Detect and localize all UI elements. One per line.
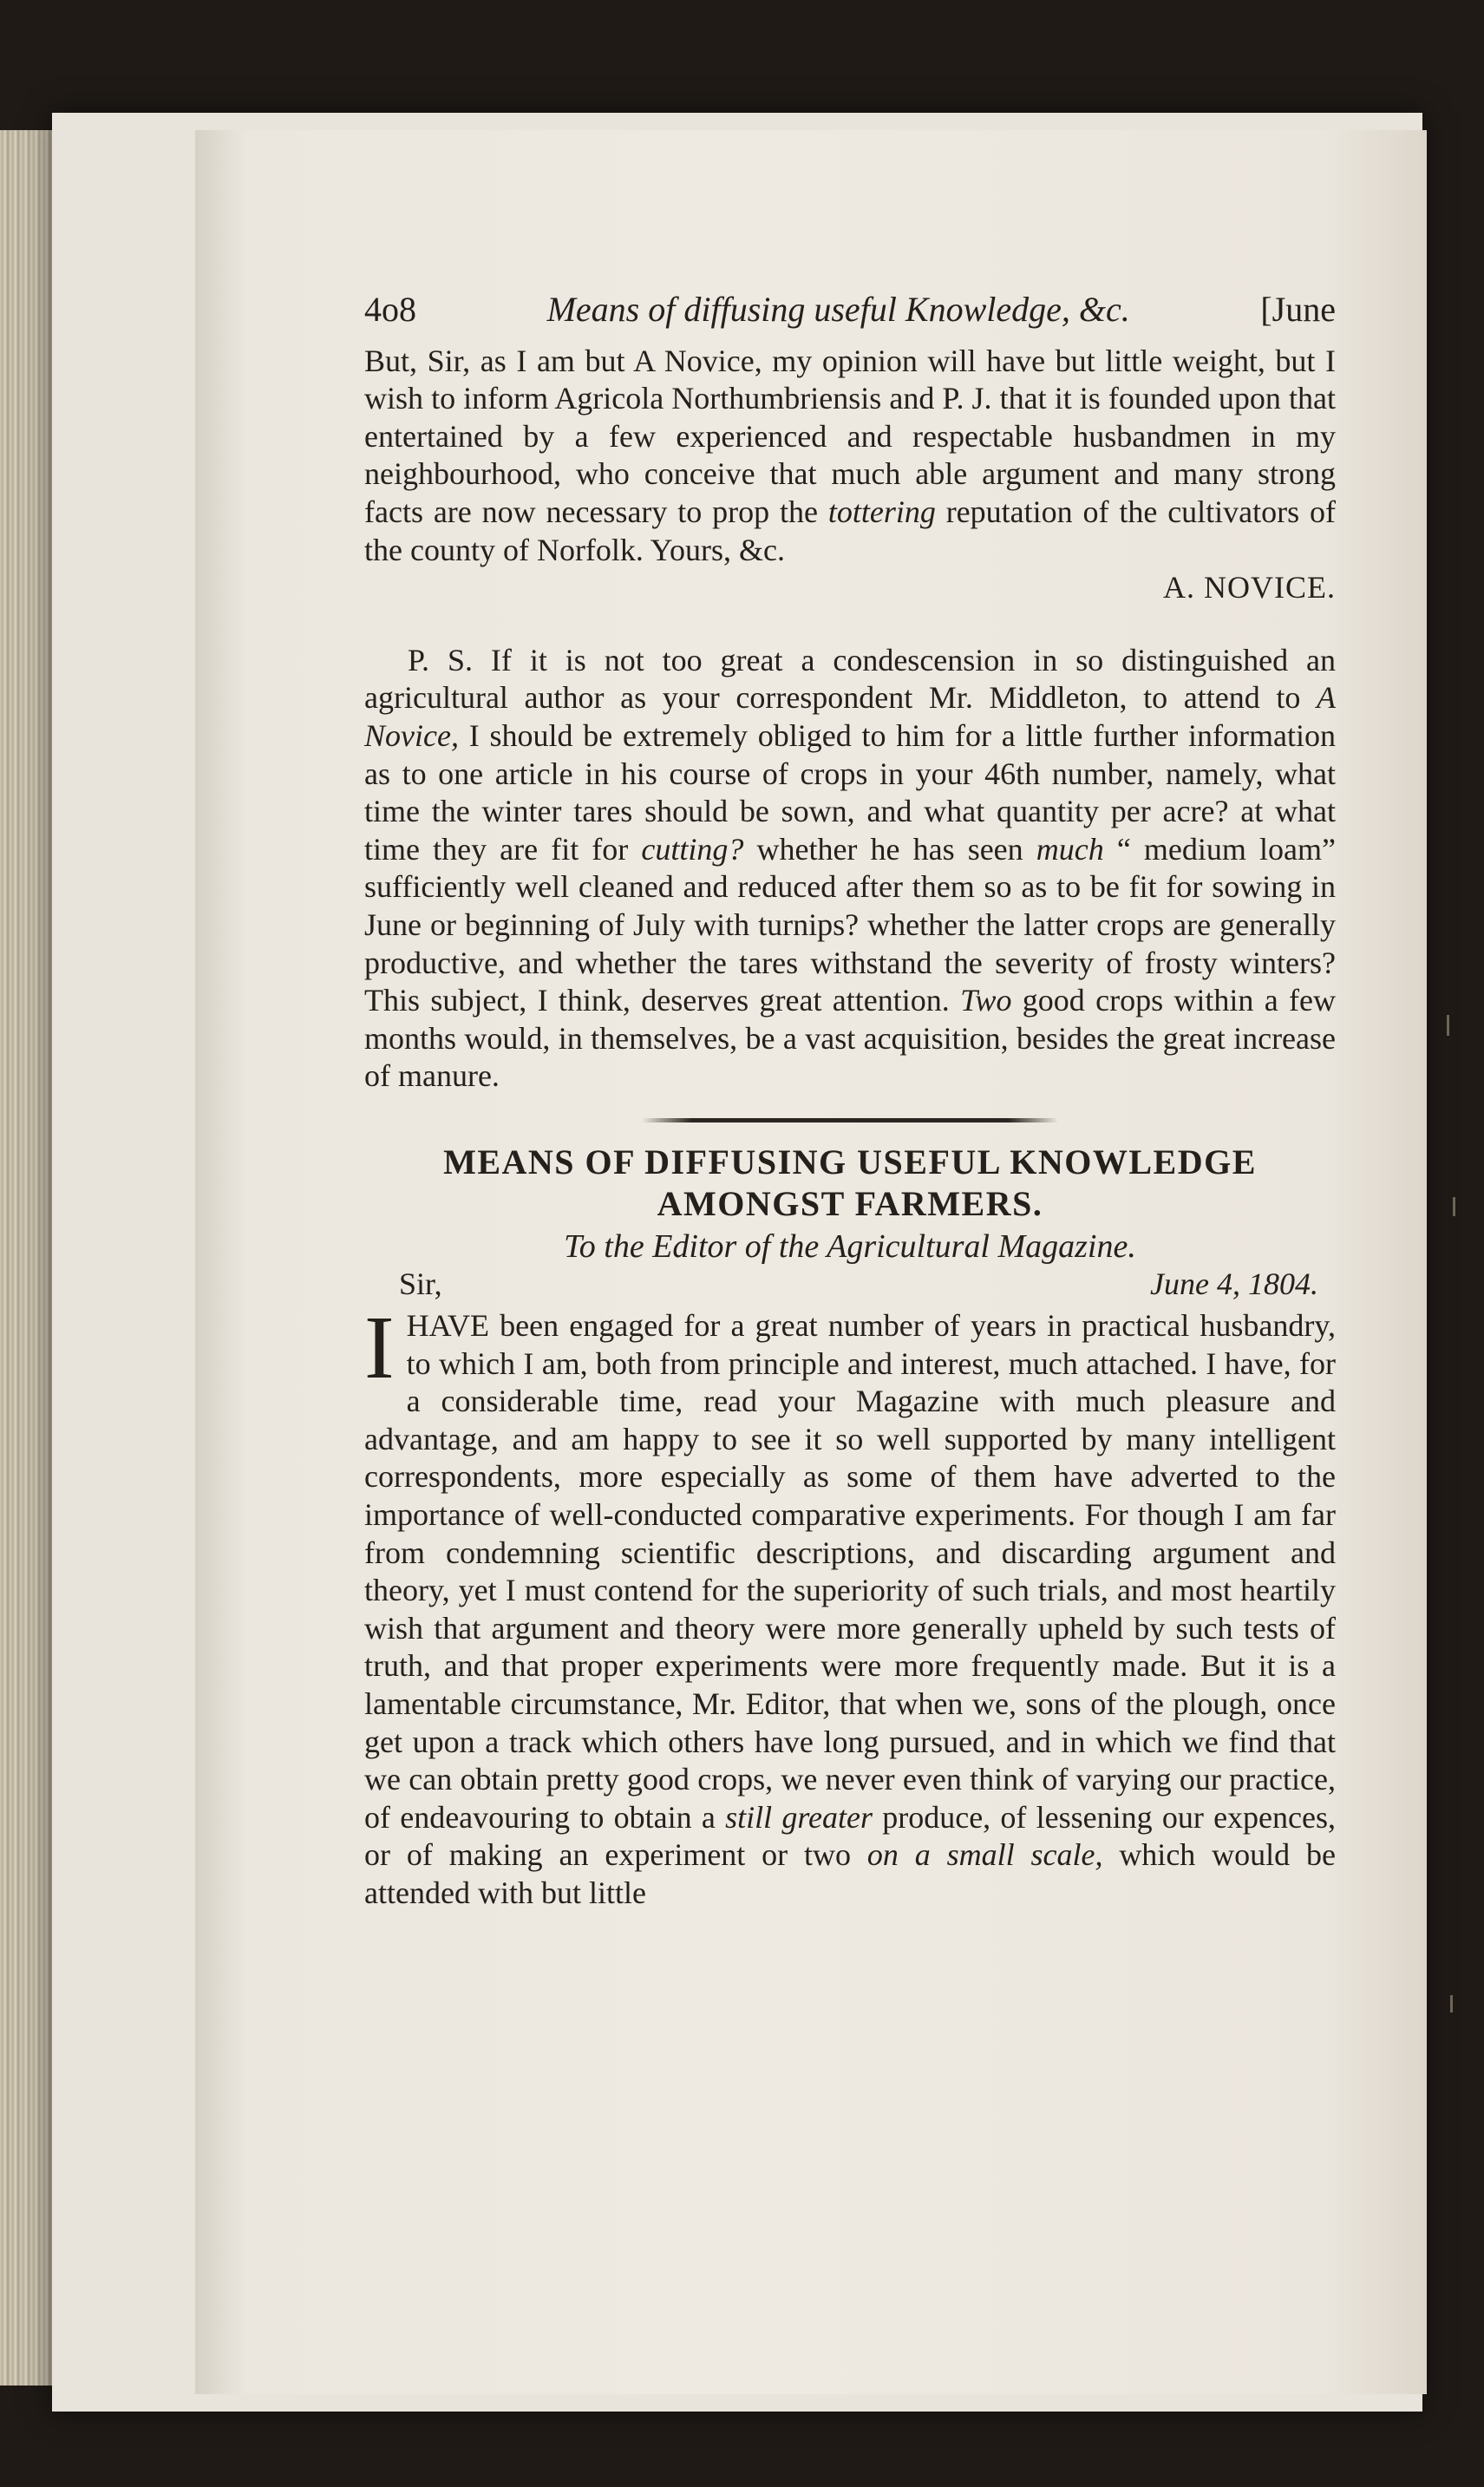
ps-emphasis-1: A Novice, bbox=[364, 680, 1336, 753]
ps-text-4: “ medium loam” sufficiently well cleaned and reduced after them so as to be fit for sowing in June or beginning of July with turnips? whether the latter crops are generally productive, and whether the tares withstand the severity of frosty winters? This subject, I think, deserves great attention. bbox=[364, 831, 1336, 1018]
margin-mark bbox=[1453, 1197, 1455, 1216]
editor-address: To the Editor of the Agricultural Magazine. bbox=[564, 1227, 1136, 1265]
text-column bbox=[364, 291, 1336, 1913]
letter-text-end: reputation of the cultivators of the county of Norfolk. Yours, &c. bbox=[364, 494, 1337, 567]
letter-paragraph bbox=[364, 343, 1336, 570]
article-title-line-1: MEANS OF DIFFUSING USEFUL KNOWLEDGE bbox=[443, 1142, 1257, 1181]
ps-text-5: good crops within a few months would, in themselves, be a vast acquisition, besides the great increase of manure. bbox=[364, 983, 1336, 1094]
postscript-paragraph bbox=[364, 642, 1336, 1096]
ps-emphasis-4: Two bbox=[960, 983, 1012, 1018]
page-number: 4o8 bbox=[364, 290, 416, 329]
salutation-row bbox=[364, 1266, 1336, 1304]
margin-mark bbox=[1450, 1995, 1453, 2013]
article-body bbox=[364, 1298, 1336, 1913]
running-month: [June bbox=[1260, 290, 1336, 329]
margin-mark bbox=[1447, 1015, 1449, 1036]
ps-text-2: I should be extremely obliged to him for a little further information as to one article in his course of crops in your 46th number, namely, what time the winter tares should be sown, and what quantity per acre? at what time they are fit for bbox=[364, 717, 1336, 867]
running-title: Means of diffusing useful Knowledge, &c. bbox=[546, 290, 1130, 329]
ps-text-1: P. S. If it is not too great a condescension in so distinguished an agricultural author as your correspondent Mr. Middleton, to attend to bbox=[364, 642, 1336, 716]
letter-text: But, Sir, as I am but A Novice, my opinion will have but little weight, but I wish to inform Agricola Northumbriensis and P. J. that it is founded upon that entertained by a few experienced and respectable husbandmen in my neighbourhood, who conceive that much able argument and many strong facts are now necessary to prop the bbox=[364, 343, 1336, 529]
article-body-text-2: produce, of lessening our expences, or of making an experiment or two bbox=[364, 1799, 1336, 1873]
ps-text-3: whether he has seen bbox=[743, 831, 1036, 867]
salutation: Sir, bbox=[399, 1266, 442, 1302]
article-title bbox=[364, 1142, 1336, 1225]
article-emphasis-2: on a small scale, bbox=[866, 1837, 1103, 1873]
ps-emphasis-2: cutting? bbox=[641, 831, 744, 867]
article-body-text-1: HAVE been engaged for a great number of years in practical husbandry, to which I am, both from principle and interest, much attached. I have, for a considerable time, read your Magazine with much pleasure and advantage, and am happy to see it so well supported by many intelligent correspondents, more especially as some of them have adverted to the importance of well-conducted comparative experiments. For though I am far from condemning scientific descriptions, and discarding argument and theory, yet I must contend for the superiority of such trials, and most heartily wish that argument and theory were more generally upheld by such tests of truth, and that proper experiments were more frequently made. But it is a lamentable circumstance, Mr. Editor, that when we, sons of the plough, once get upon a track which others have long pursued, and in which we find that we can obtain pretty good crops, we never even think of varying our practice, of endeavouring to obtain a bbox=[364, 1308, 1336, 1835]
letter-date: June 4, 1804. bbox=[1150, 1266, 1318, 1302]
ps-emphasis-3: much bbox=[1036, 831, 1104, 867]
running-head bbox=[364, 291, 1336, 329]
section-divider bbox=[642, 1118, 1058, 1122]
article-body-text-3: which would be attended with but little bbox=[364, 1837, 1336, 1910]
article-title-line-2: AMONGST FARMERS. bbox=[657, 1183, 1043, 1223]
drop-cap: I bbox=[364, 1298, 395, 1398]
letter-signature: A. NOVICE. bbox=[1163, 570, 1336, 605]
article-emphasis-1: still greater bbox=[725, 1799, 873, 1835]
letter-emphasis: tottering bbox=[827, 494, 936, 529]
